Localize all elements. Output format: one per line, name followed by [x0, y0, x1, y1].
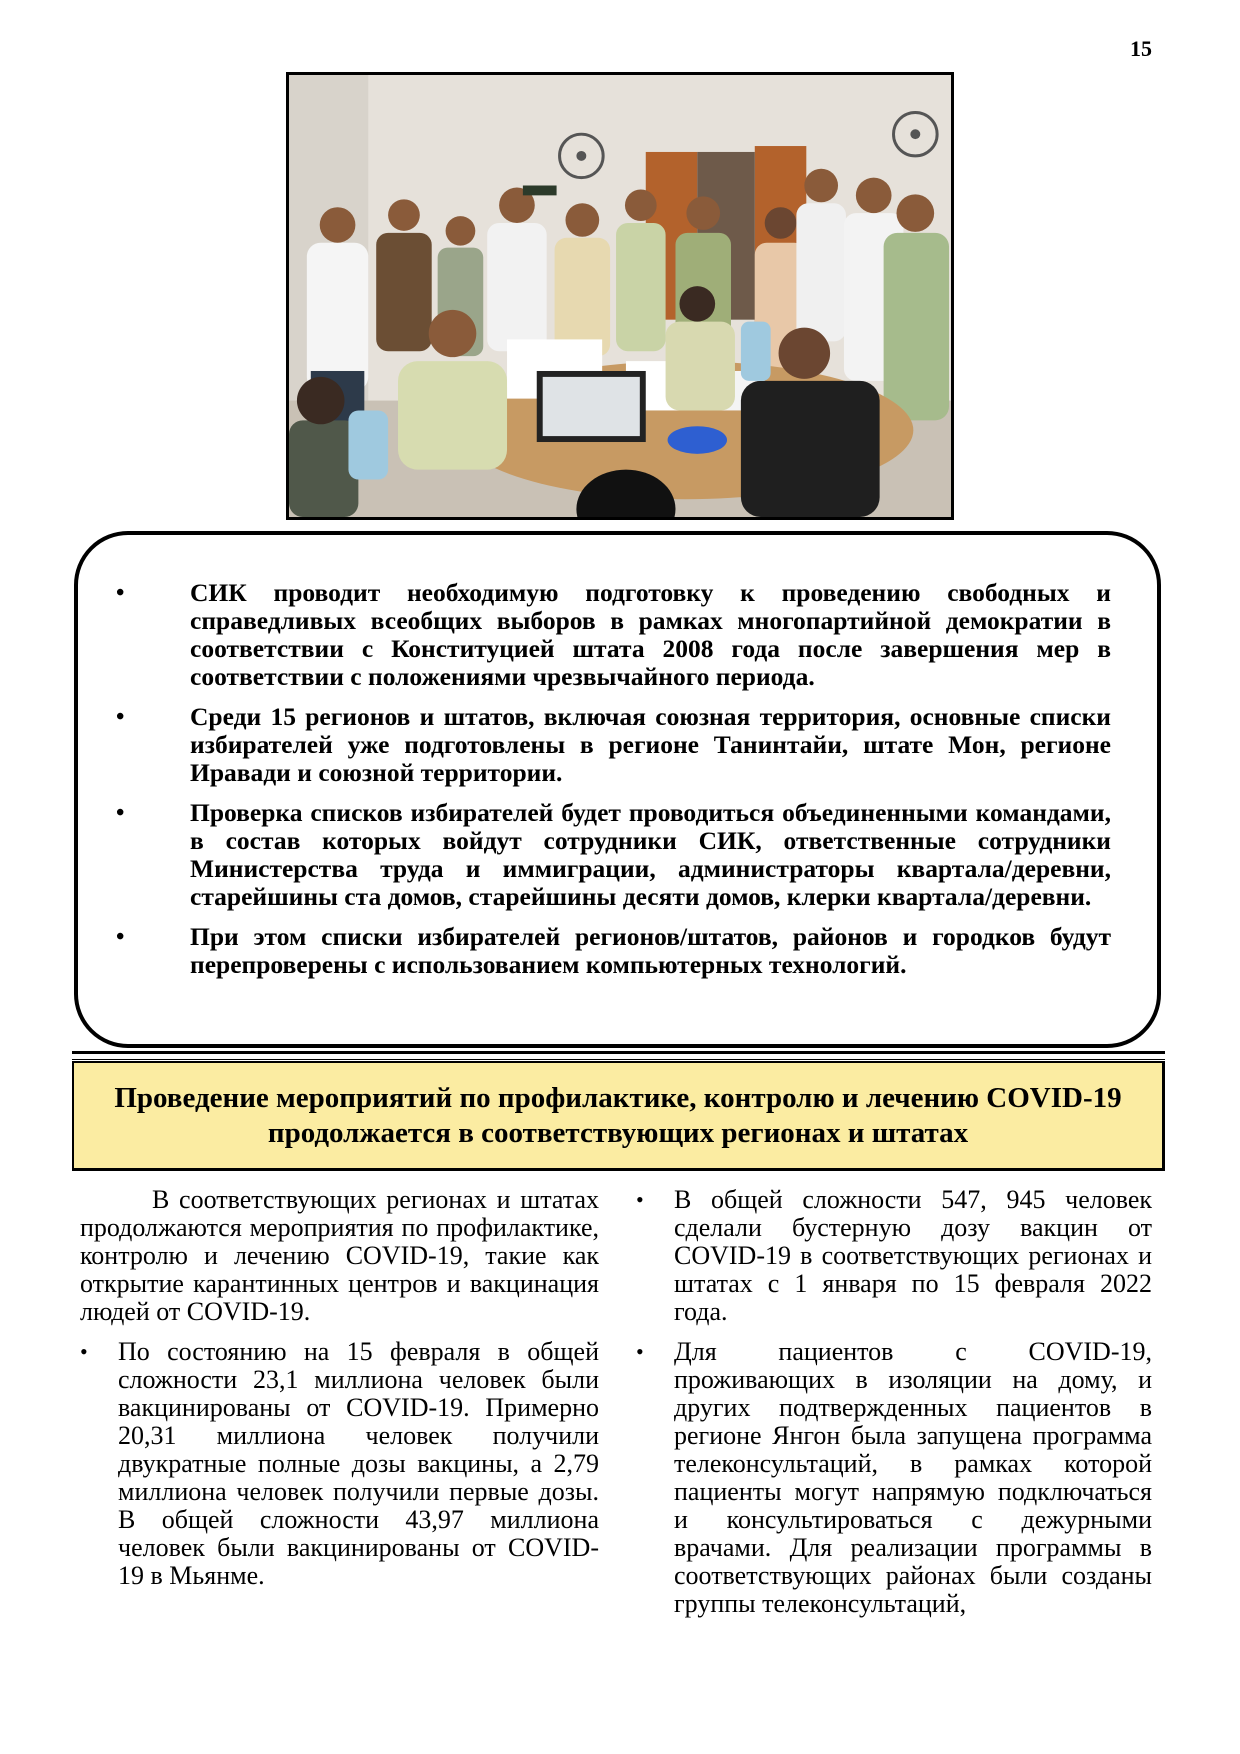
summary-bullet-item: • При этом списки избирателей регионов/штатов, районов и городков будут перепроверены с использованием компьютерных технологий.: [108, 923, 1111, 979]
right-bullet-item: • В общей сложности 547, 945 человек сделали бустерную дозу вакцин от COVID-19 в соответствующих регионах и штатах с 1 января по 15 февраля 2022 года.: [636, 1186, 1152, 1326]
section-headline: Проведение мероприятий по профилактике, контролю и лечению COVID-19 продолжается в соответствующих регионах и штатах: [72, 1061, 1165, 1171]
right-bullet-list: [636, 1186, 1152, 1618]
intro-paragraph: В соответствующих регионах и штатах продолжаются мероприятия по профилактике, контролю и лечению COVID-19, такие как открытие карантинных центров и вакцинация людей от COVID-19.: [80, 1185, 599, 1326]
right-column: [636, 1186, 1152, 1630]
summary-bullet-list: [108, 579, 1111, 979]
summary-bullet-item: • СИК проводит необходимую подготовку к проведению свободных и справедливых всеобщих выборов в рамках многопартийной демократии в соответствии с Конституцией штата 2008 года после завершения мер в соответствии с положениями чрезвычайного периода.: [108, 579, 1111, 691]
laptop-screen: [543, 377, 640, 436]
summary-bullet-item: • Среди 15 регионов и штатов, включая союзная территория, основные списки избирателей уже подготовлены в регионе Танинтайи, штате Мон, регионе Иравади и союзной территории.: [108, 703, 1111, 787]
summary-bullet-box: [74, 531, 1161, 1048]
wall-fan-hub: [910, 129, 920, 139]
left-column: [80, 1186, 599, 1602]
meeting-photo: [286, 72, 954, 520]
left-bullet-item: • По состоянию на 15 февраля в общей сложности 23,1 миллиона человек были вакцинированы от COVID-19. Примерно 20,31 миллиона человек получили двукратные полные дозы вакцины, а 2,79 миллиона человек получили первые дозы. В общей сложности 43,97 миллиона человек были вакцинированы от COVID-19 в Мьянме.: [80, 1338, 599, 1590]
wall-fan-hub: [576, 151, 586, 161]
left-bullet-list: [80, 1338, 599, 1590]
chair: [741, 322, 771, 381]
scanner-device: [668, 426, 727, 454]
chair: [348, 410, 388, 479]
section-divider: [72, 1051, 1165, 1060]
right-bullet-item: • Для пациентов с COVID-19, проживающих в изоляции на дому, и других подтвержденных пациентов в регионе Янгон была запущена программа телеконсультаций, в рамках которой пациенты могут напрямую подключаться и консультироваться с дежурными врачами. Для реализации программы в соответствующих районах были созданы группы телеконсультаций,: [636, 1338, 1152, 1618]
photo-illustration: [289, 75, 951, 517]
summary-bullet-item: • Проверка списков избирателей будет проводиться объединенными командами, в состав которых войдут сотрудники СИК, ответственные сотрудники Министерства труда и иммиграции, администраторы квартала/деревни, старейшины ста домов, старейшины десяти домов, клерки квартала/деревни.: [108, 799, 1111, 911]
page-number: 15: [1130, 36, 1152, 61]
